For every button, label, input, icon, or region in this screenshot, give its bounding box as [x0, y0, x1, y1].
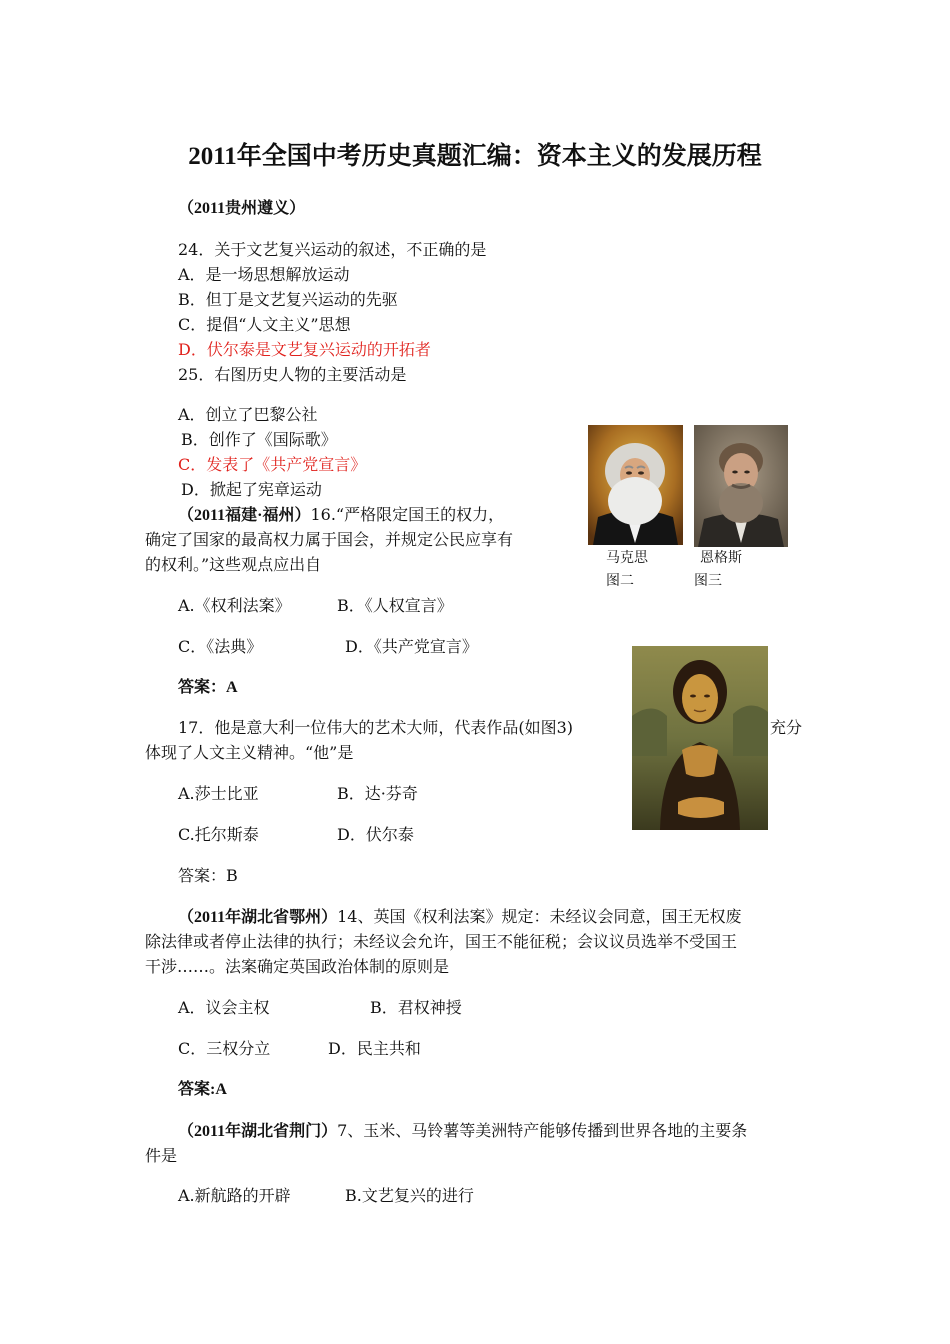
q25-option-d: D．掀起了宪章运动: [181, 480, 322, 499]
q16-option-d: D．《共产党宣言》: [345, 637, 478, 656]
q7-stem-start: 7、玉米、马铃薯等美洲特产能够传播到世界各地的主要条: [337, 1121, 748, 1140]
q14-answer: 答案:A: [178, 1081, 227, 1098]
q16-option-c: C．《法典》: [178, 637, 263, 656]
marx-figure-number: 图二: [606, 573, 634, 589]
q16-stem-line-3: 的权利。”这些观点应出自: [145, 555, 322, 574]
q17-option-c: C.托尔斯泰: [178, 825, 259, 844]
q25-stem: 25．右图历史人物的主要活动是: [178, 365, 407, 384]
q7-stem-line-1: [178, 1121, 747, 1142]
q24-option-b: B．但丁是文艺复兴运动的先驱: [178, 290, 398, 309]
q16-stem-line-2: 确定了国家的最高权力属于国会，并规定公民应享有: [145, 530, 514, 549]
q7-option-b: B.文艺复兴的进行: [345, 1186, 474, 1205]
q16-stem-start: 16.“严格限定国王的权力，: [310, 505, 505, 524]
q16-option-a: A.《权利法案》: [178, 596, 291, 615]
q14-stem-line-1: [178, 907, 742, 928]
engels-figure-number: 图三: [694, 573, 722, 589]
document-title: 2011年全国中考历史真题汇编：资本主义的发展历程: [188, 143, 762, 170]
engels-portrait-image: [694, 425, 788, 547]
q17-option-a: A.莎士比亚: [178, 784, 259, 803]
q14-stem-line-3: 干涉……。法案确定英国政治体制的原则是: [145, 957, 450, 976]
q14-option-a: A．议会主权: [178, 998, 270, 1017]
q7-stem-line-2: 件是: [145, 1146, 178, 1165]
q14-option-b: B．君权神授: [370, 998, 462, 1017]
q24-option-c: C．提倡“人文主义”思想: [178, 315, 351, 334]
q17-option-d: D．伏尔泰: [337, 825, 414, 844]
q17-option-b: B．达·芬奇: [337, 784, 418, 803]
q16-stem-line-1: [178, 505, 504, 526]
q17-answer: 答案：B: [178, 866, 238, 885]
q17-stem-line-1-end: 充分: [770, 718, 803, 737]
marx-caption: 马克思: [606, 550, 648, 566]
q25-option-a: A．创立了巴黎公社: [178, 405, 318, 424]
q14-option-c: C．三权分立: [178, 1039, 271, 1058]
q14-stem-line-2: 除法律或者停止法律的执行；未经议会允许，国王不能征税；会议议员选举不受国王: [145, 932, 738, 951]
marx-portrait-image: [588, 425, 683, 545]
q24-option-a: A．是一场思想解放运动: [178, 265, 350, 284]
source-jingmen: （2011年湖北省荆门）: [178, 1123, 338, 1140]
source-fuzhou: （2011福建·福州）: [178, 507, 311, 524]
q14-stem-start: 14、英国《权利法案》规定：未经议会同意，国王无权废: [337, 907, 742, 926]
engels-caption: 恩格斯: [700, 550, 742, 566]
q14-option-d: D．民主共和: [328, 1039, 421, 1058]
source-ezhou: （2011年湖北省鄂州）: [178, 909, 338, 926]
q16-answer: 答案：A: [178, 679, 238, 696]
q7-option-a: A.新航路的开辟: [178, 1186, 291, 1205]
q17-stem-line-1: 17．他是意大利一位伟大的艺术大师，代表作品(如图3): [178, 718, 574, 737]
q16-option-b: B．《人权宣言》: [337, 596, 453, 615]
source-zunyi: （2011贵州遵义）: [178, 200, 306, 217]
q17-stem-line-2: 体现了人文主义精神。“他”是: [145, 743, 354, 762]
q24-option-d-answer: D．伏尔泰是文艺复兴运动的开拓者: [178, 340, 431, 359]
q25-option-c-answer: C．发表了《共产党宣言》: [178, 455, 367, 474]
q25-option-b: B．创作了《国际歌》: [181, 430, 337, 449]
q24-stem: 24．关于文艺复兴运动的叙述，不正确的是: [178, 240, 487, 259]
mona-lisa-painting-image: [632, 646, 768, 830]
